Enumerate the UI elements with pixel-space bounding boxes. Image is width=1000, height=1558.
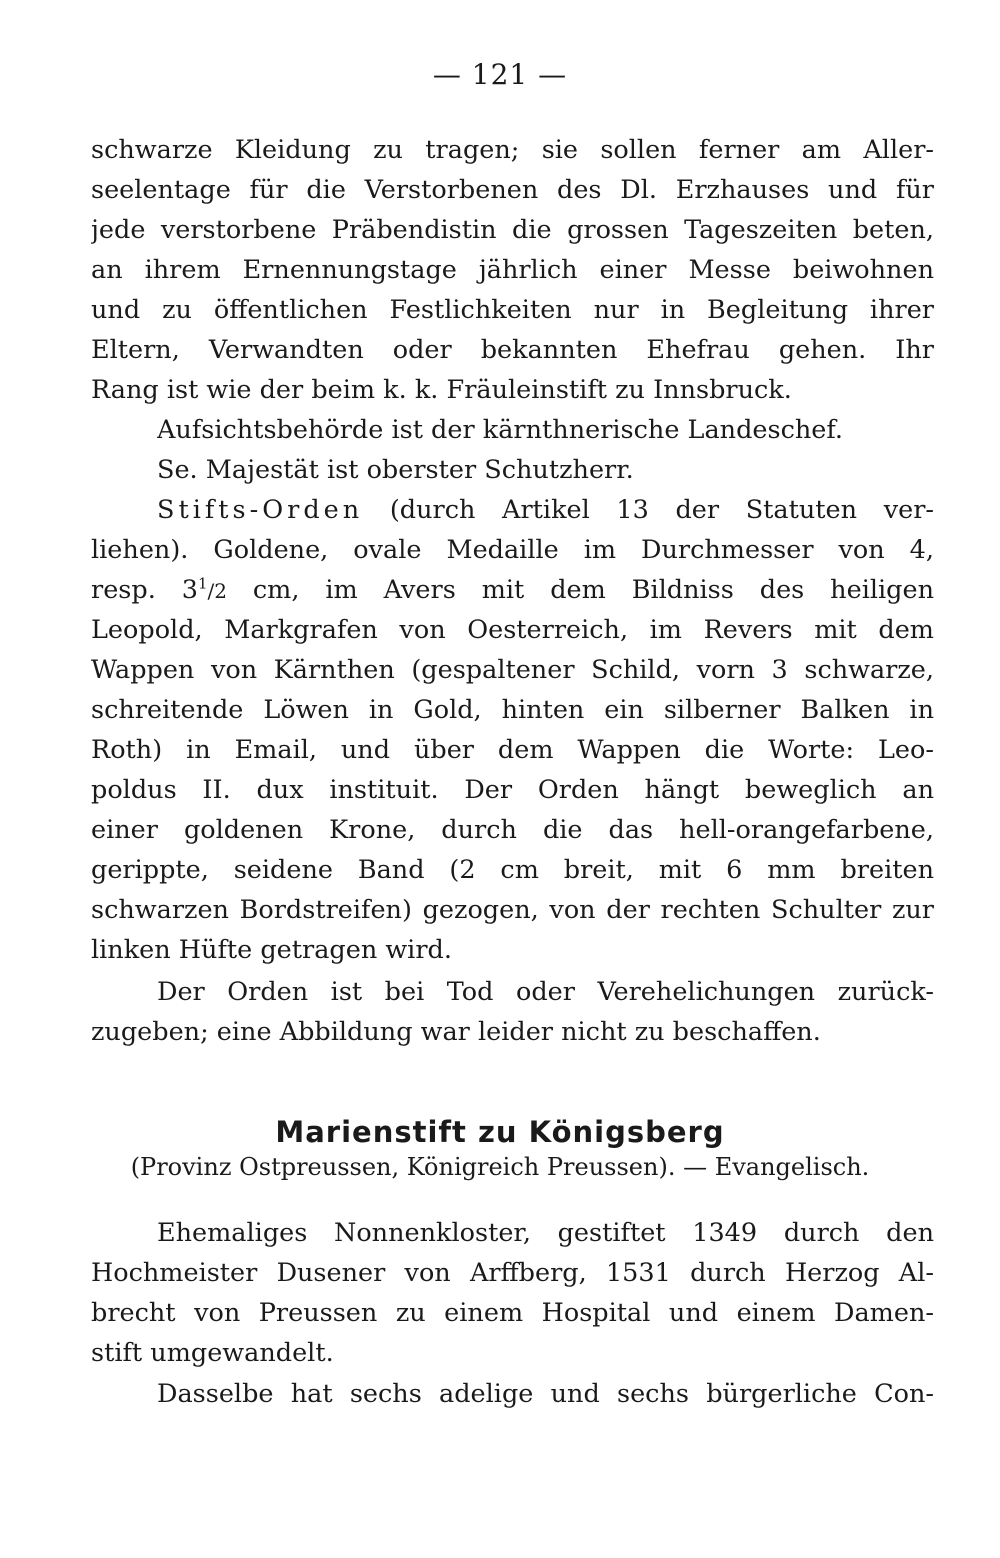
text-run: resp. 3 [91,575,198,605]
text-line: stift umgewandelt. [91,1338,334,1368]
fraction-numerator: 1 [197,574,208,593]
text-line: Rang ist wie der beim k. k. Fräuleinstift zu Innsbruck. [91,375,792,405]
text-line: Hochmeister Dusener von Arffberg, 1531 durch Herzog Al- [91,1258,934,1288]
text-line: brecht von Preussen zu einem Hospital und einem Damen- [91,1298,934,1328]
paragraph-2: Aufsichtsbehörde ist der kärnthnerische Landeschef. [157,415,844,445]
section-title: Marienstift zu Königsberg [275,1115,725,1149]
text-line: Ehemaliges Nonnenkloster, gestiftet 1349 durch den [157,1218,934,1248]
page-number: — 121 — [432,58,568,91]
text-line: einer goldenen Krone, durch die das hell-orangefarbene, [91,815,934,845]
text-line: schwarzen Bordstreifen) gezogen, von der rechten Schulter zur [91,895,934,925]
text-line: an ihrem Ernennungstage jährlich einer Messe beiwohnen [91,255,934,285]
text-line [157,490,934,530]
text-line [91,570,934,610]
text-line: schwarze Kleidung zu tragen; sie sollen ferner am Aller- [91,135,934,165]
fraction-denominator: /2 [207,579,227,603]
text-line: liehen). Goldene, ovale Medaille im Durchmesser von 4, [91,535,934,565]
text-line: Dasselbe hat sechs adelige und sechs bürgerliche Con- [157,1379,934,1409]
emphasized-term: Stifts-Orden [157,495,364,525]
section-subtitle: (Provinz Ostpreussen, Königreich Preussen). — Evangelisch. [130,1153,870,1181]
text-line: seelentage für die Verstorbenen des Dl. Erzhauses und für [91,175,934,205]
text-run: (durch Artikel 13 der Statuten ver- [363,495,934,525]
text-line: gerippte, seidene Band (2 cm breit, mit 6 mm breiten [91,855,934,885]
text-line: zugeben; eine Abbildung war leider nicht zu beschaffen. [91,1017,821,1047]
text-line: jede verstorbene Präbendistin die grossen Tageszeiten beten, [91,215,934,245]
text-line: Roth) in Email, und über dem Wappen die Worte: Leo- [91,735,934,765]
text-line: und zu öffentlichen Festlichkeiten nur in Begleitung ihrer [91,295,934,325]
text-run: cm, im Avers mit dem Bildniss des heiligen [226,575,934,605]
text-line: Eltern, Verwandten oder bekannten Ehefrau gehen. Ihr [91,335,934,365]
text-line: linken Hüfte getragen wird. [91,935,452,965]
text-line: Leopold, Markgrafen von Oesterreich, im Revers mit dem [91,615,934,645]
text-line: Wappen von Kärnthen (gespaltener Schild, vorn 3 schwarze, [91,655,934,685]
text-line: poldus II. dux instituit. Der Orden hängt beweglich an [91,775,934,805]
text-line: schreitende Löwen in Gold, hinten ein silberner Balken in [91,695,934,725]
text-line: Der Orden ist bei Tod oder Verehelichungen zurück- [157,977,934,1007]
paragraph-3: Se. Majestät ist oberster Schutzherr. [157,455,634,485]
